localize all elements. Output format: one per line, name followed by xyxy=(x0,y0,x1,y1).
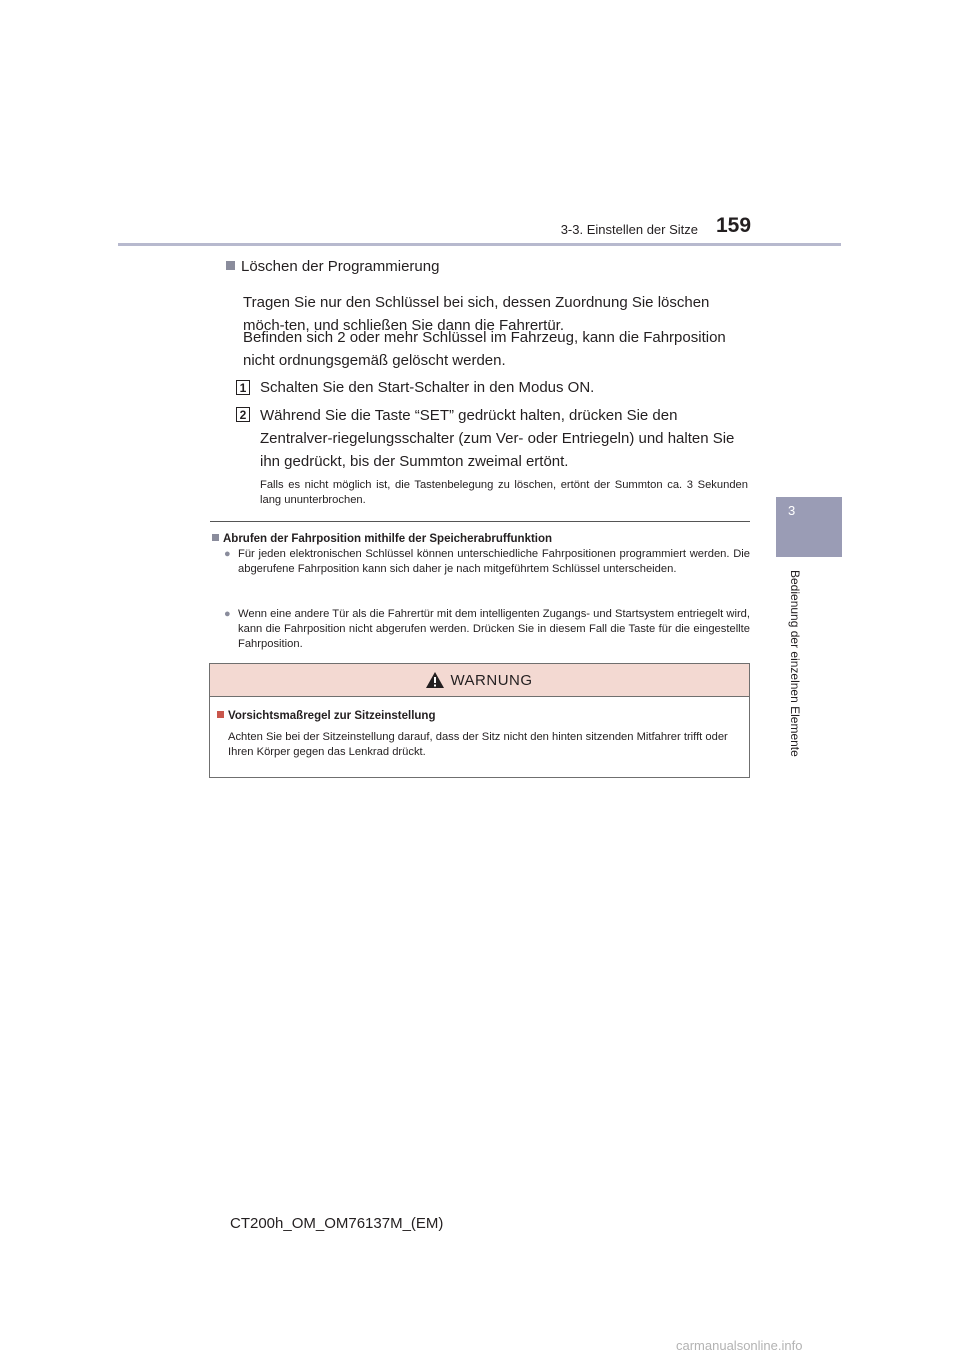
step-note: Falls es nicht möglich ist, die Tastenbelegung zu löschen, ertönt der Summton ca. 3 Sekunden lang ununterbrochen. xyxy=(260,479,748,506)
recall-bullet-text: Wenn eine andere Tür als die Fahrertür mit dem intelligenten Zugangs- und Startsystem entriegelt wird, kann die Fahrposition nicht abgerufen werden. Drücken Sie in diesem Fall die Taste für die eingestellte Fahrposition. xyxy=(238,608,750,650)
step-text-2: Während Sie die Taste “SET” gedrückt halten, drücken Sie den Zentralver-riegelungsschalter (zum Ver- oder Entriegeln) und halten Sie ihn gedrückt, bis der Summton zweimal ertönt. xyxy=(260,407,735,470)
warning-triangle-icon xyxy=(426,672,444,688)
square-bullet-icon xyxy=(226,261,235,270)
delete-paragraph-1: Tragen Sie nur den Schlüssel bei sich, dessen Zuordnung Sie löschen möch-ten, und schließen Sie dann die Fahrertür. xyxy=(243,294,710,334)
warning-header xyxy=(210,664,749,697)
recall-heading xyxy=(212,533,552,545)
recall-bullet-2 xyxy=(224,607,750,652)
section-label: 3-3. Einstellen der Sitze xyxy=(560,222,698,237)
chapter-tab xyxy=(776,497,842,557)
square-bullet-icon xyxy=(217,711,224,718)
recall-bullet-text: Für jeden elektronischen Schlüssel können unterschiedliche Fahrpositionen programmiert werden. Die abgerufene Fahrposition kann sich daher je nach mitgeführtem Schlüssel unterscheiden. xyxy=(238,548,750,575)
warning-title: WARNUNG xyxy=(450,671,533,689)
recall-title: Abrufen der Fahrposition mithilfe der Speicherabruffunktion xyxy=(223,533,553,545)
section-divider xyxy=(210,521,750,522)
delete-programming-heading xyxy=(226,258,439,275)
watermark: carmanualsonline.info xyxy=(676,1338,803,1353)
delete-paragraph-2: Befinden sich 2 oder mehr Schlüssel im Fahrzeug, kann die Fahrposition nicht ordnungsgemäß gelöscht werden. xyxy=(243,329,726,369)
square-bullet-icon xyxy=(212,534,219,541)
page-number: 159 xyxy=(716,214,752,237)
recall-bullet-1 xyxy=(224,547,750,577)
header-rule xyxy=(118,243,841,246)
warning-text: Achten Sie bei der Sitzeinstellung darauf, dass der Sitz nicht den hinten sitzenden Mitfahrer trifft oder Ihren Körper gegen das Lenkrad drückt. xyxy=(228,731,728,758)
circle-bullet-icon: ● xyxy=(224,608,231,620)
chapter-title: Bedienung der einzelnen Elemente xyxy=(788,570,802,757)
circle-bullet-icon: ● xyxy=(224,548,231,560)
step-badge-1: 1 xyxy=(236,380,250,395)
warning-box xyxy=(209,663,750,778)
step-text-1: Schalten Sie den Start-Schalter in den Modus ON. xyxy=(260,379,595,396)
chapter-number: 3 xyxy=(788,503,796,518)
step-badge-2: 2 xyxy=(236,407,250,422)
warning-subheading-text: Vorsichtsmaßregel zur Sitzeinstellung xyxy=(228,710,436,722)
warning-subheading xyxy=(217,710,435,722)
footer-code: CT200h_OM_OM76137M_(EM) xyxy=(230,1215,444,1232)
delete-programming-title: Löschen der Programmierung xyxy=(241,258,440,275)
